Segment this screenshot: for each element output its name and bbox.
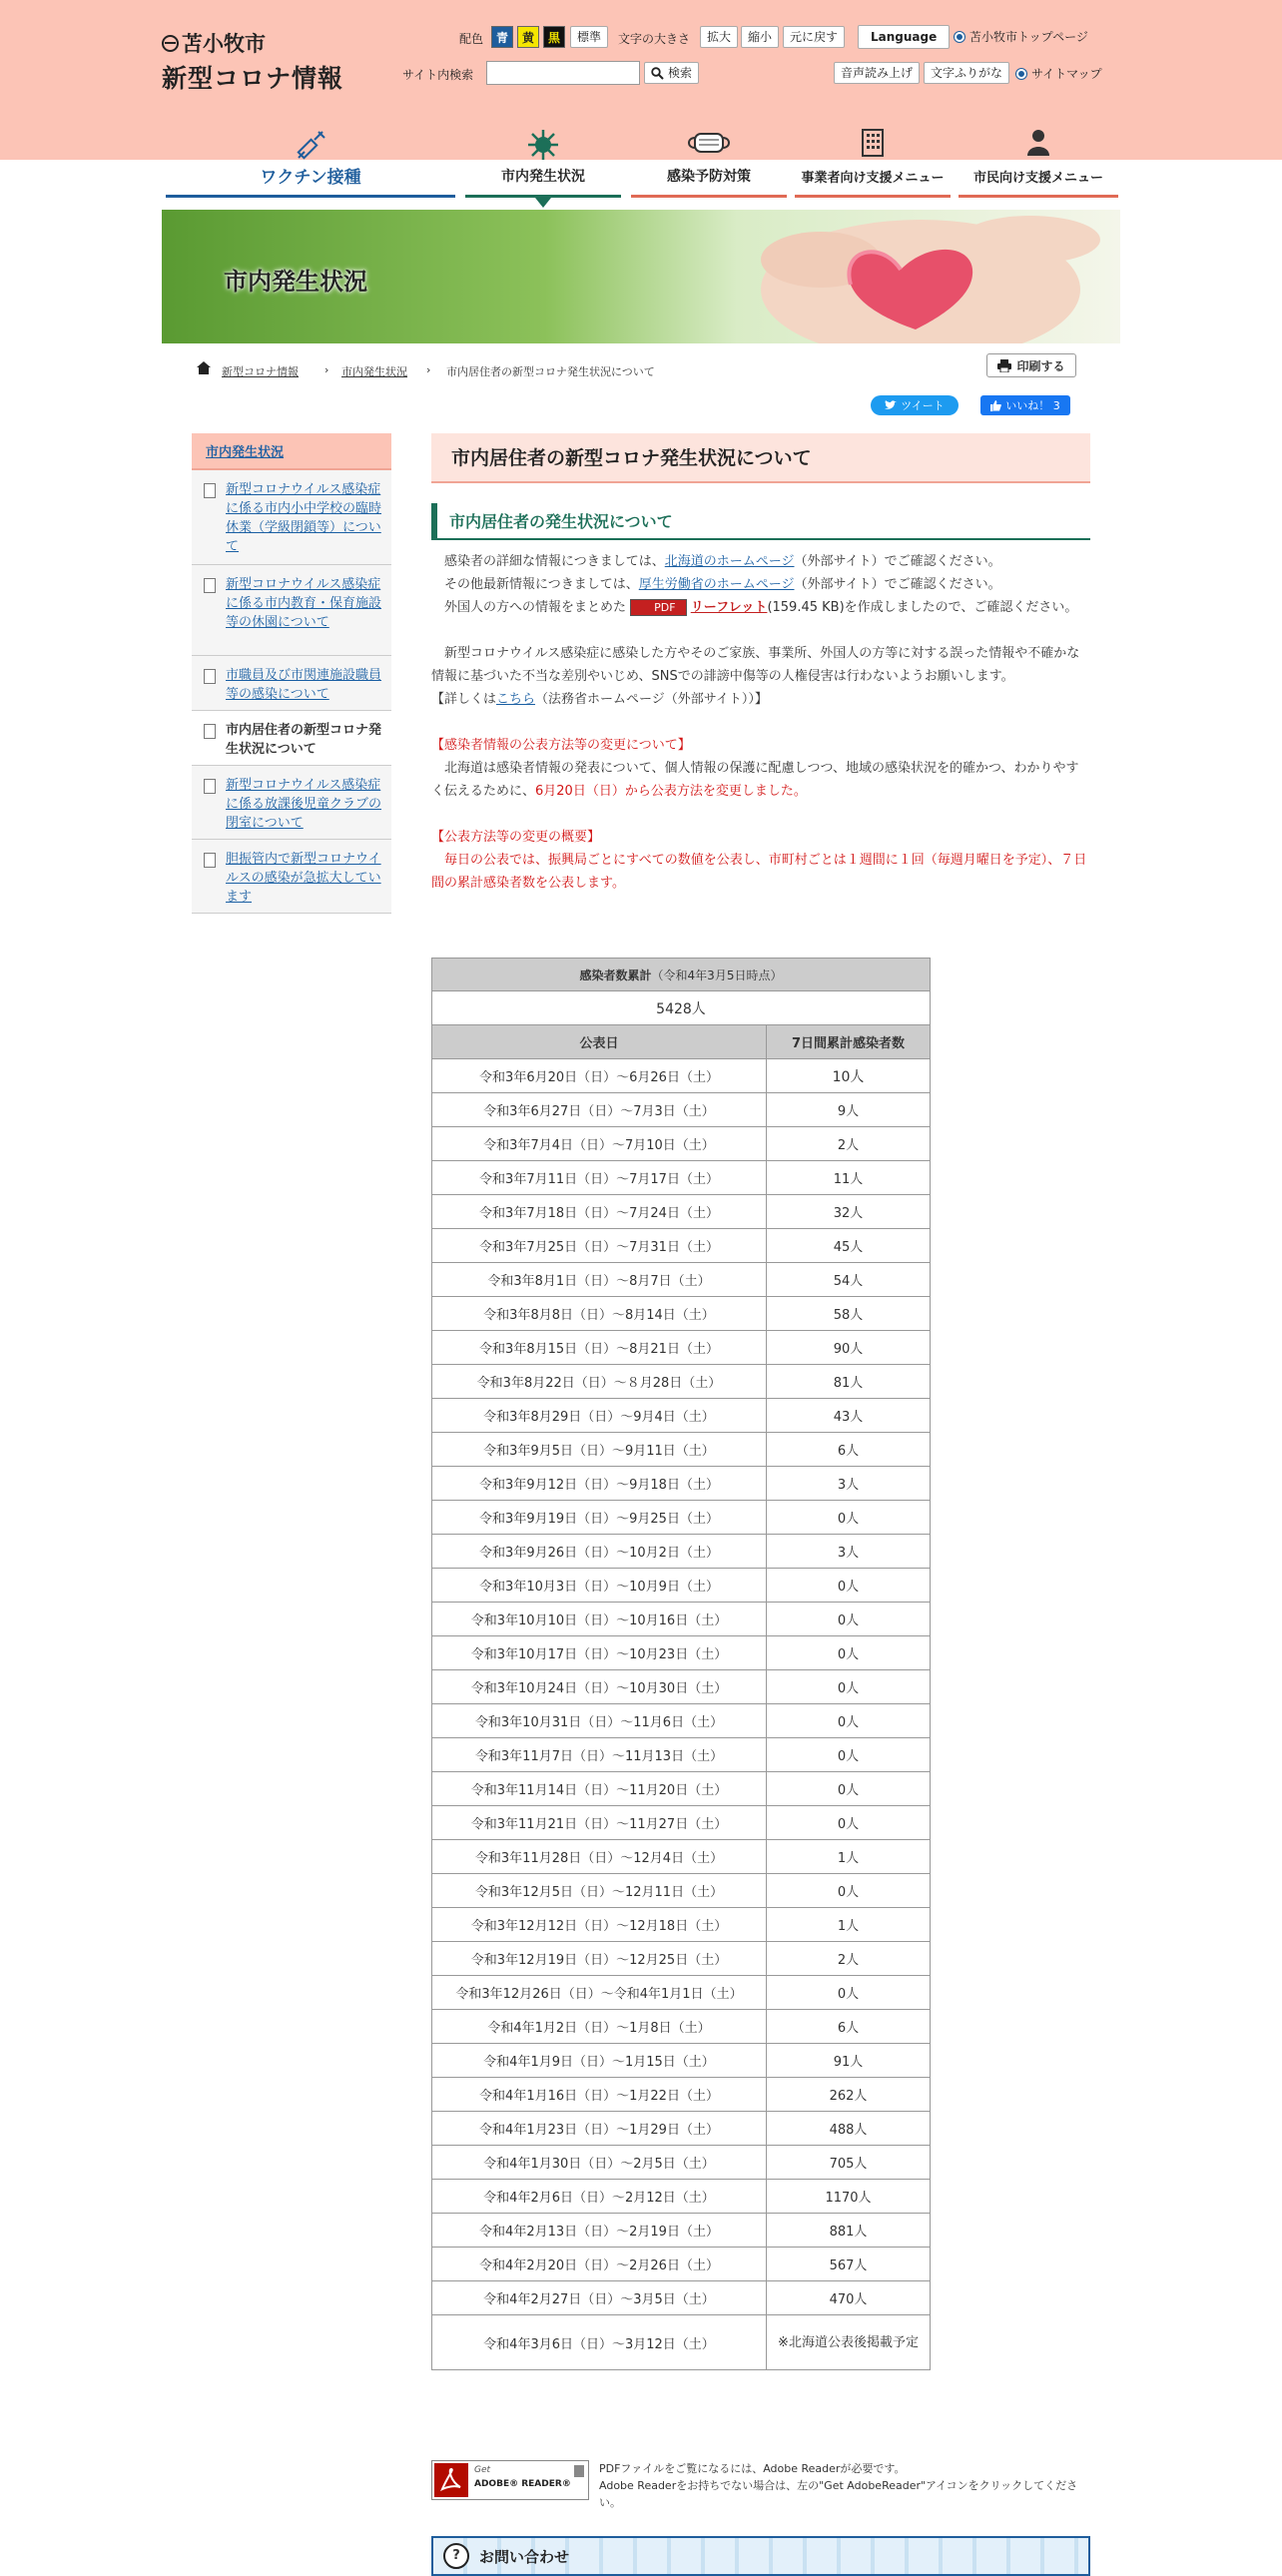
sidebar-item-label: 市内居住者の新型コロナ発生状況について [226, 723, 382, 757]
paragraph-discrimination: 新型コロナウイルス感染症に感染した方やそのご家族、事業所、外国人の方等に対する誤った情報や不確かな情報に基づいた不当な差別やいじめ、SNSでの誹謗中傷等の人権侵害は行わないようお願いします。 [431, 646, 1080, 684]
nav-vaccine[interactable]: ワクチン接種 [166, 118, 455, 198]
row-date: 令和3年12月5日（日）～12月11日（土） [432, 1874, 767, 1908]
active-indicator-icon [535, 198, 551, 208]
table-row [432, 1331, 931, 1365]
table-row [432, 2010, 931, 2044]
row-count: 10人 [767, 1059, 931, 1093]
row-count: 43人 [767, 1399, 931, 1433]
table-row [432, 2214, 931, 2248]
row-date: 令和4年1月16日（日）～1月22日（土） [432, 2078, 767, 2112]
search-button[interactable]: 検索 [644, 62, 699, 84]
nav-prevention[interactable]: 感染予防対策 [631, 118, 787, 198]
row-date: 令和3年7月11日（日）～7月17日（土） [432, 1161, 767, 1195]
sidebar-item-link[interactable]: 新型コロナウイルス感染症に係る市内小中学校の臨時休業（学級閉鎖等）について [226, 482, 382, 554]
row-date: 令和4年2月13日（日）～2月19日（土） [432, 2214, 767, 2248]
row-count: ※北海道公表後掲載予定 [767, 2315, 931, 2370]
color-scheme-label: 配色 [459, 32, 484, 46]
table-row [432, 1738, 931, 1772]
row-date: 令和3年10月10日（日）～10月16日（土） [432, 1603, 767, 1636]
table-row [432, 1942, 931, 1976]
row-count: 1人 [767, 1840, 931, 1874]
color-blue-button[interactable]: 青 [491, 26, 513, 48]
row-count: 0人 [767, 1501, 931, 1535]
table-row [432, 1297, 931, 1331]
color-standard-button[interactable]: 標準 [570, 26, 608, 48]
language-button[interactable]: Language [858, 25, 950, 49]
row-count: 0人 [767, 1738, 931, 1772]
paragraph-leaflet: 外国人の方への情報をまとめた PDF リーフレット(159.45 KB)を作成しましたので、ご確認ください。 [444, 600, 1078, 615]
paragraph-details: 【詳しくはこちら（法務省ホームページ（外部サイト））】 [431, 692, 768, 707]
row-date: 令和3年12月12日（日）～12月18日（土） [432, 1908, 767, 1942]
table-row [432, 1399, 931, 1433]
nav-status[interactable]: 市内発生状況 [465, 118, 621, 198]
row-count: 0人 [767, 1976, 931, 2010]
mhlw-link[interactable]: 厚生労働省のホームページ [638, 577, 795, 592]
nav-underline [631, 195, 787, 198]
row-count: 705人 [767, 2146, 931, 2180]
download-icon [574, 2465, 584, 2477]
row-date: 令和3年12月19日（日）～12月25日（土） [432, 1942, 767, 1976]
document-icon [204, 483, 216, 498]
adobe-notice [599, 2460, 1088, 2511]
speech-button[interactable]: 音声読み上げ [834, 62, 920, 84]
thumbs-up-icon [990, 400, 1001, 411]
search-icon [651, 67, 664, 80]
person-icon [1025, 128, 1051, 158]
page-title: 市内居住者の新型コロナ発生状況について [431, 433, 1090, 483]
bullet-icon [955, 32, 964, 42]
row-count: 11人 [767, 1161, 931, 1195]
printer-icon [997, 359, 1011, 372]
row-date: 令和3年9月5日（日）～9月11日（土） [432, 1433, 767, 1467]
row-date: 令和3年11月7日（日）～11月13日（土） [432, 1738, 767, 1772]
row-count: 2人 [767, 1942, 931, 1976]
twitter-icon [885, 400, 897, 410]
row-date: 令和3年10月17日（日）～10月23日（土） [432, 1636, 767, 1670]
row-date: 令和3年7月25日（日）～7月31日（土） [432, 1229, 767, 1263]
row-count: 1170人 [767, 2180, 931, 2214]
row-count: 54人 [767, 1263, 931, 1297]
row-date: 令和4年1月30日（日）～2月5日（土） [432, 2146, 767, 2180]
furigana-button[interactable]: 文字ふりがな [924, 62, 1009, 84]
table-row [432, 1365, 931, 1399]
row-count: 3人 [767, 1467, 931, 1501]
row-count: 0人 [767, 1874, 931, 1908]
paragraph-method-change: 北海道は感染者情報の発表について、個人情報の保護に配慮しつつ、地域の感染状況を的確かつ、わかりやすく伝えるために、6月20日（日）から公表方法を変更しました。 [431, 761, 1079, 799]
row-date: 令和4年2月6日（日）～2月12日（土） [432, 2180, 767, 2214]
row-date: 令和4年2月20日（日）～2月26日（土） [432, 2248, 767, 2281]
document-icon [204, 853, 216, 868]
row-count: 0人 [767, 1636, 931, 1670]
leaflet-link[interactable]: リーフレット [690, 600, 768, 615]
logo-city: 苫小牧市 [182, 32, 266, 56]
notice-heading: 【感染者情報の公表方法等の変更について】 [431, 738, 691, 753]
adobe-name: ADOBE® READER® [474, 2479, 571, 2489]
row-date: 令和3年11月14日（日）～11月20日（土） [432, 1772, 767, 1806]
sidebar-item-link[interactable]: 新型コロナウイルス感染症に係る放課後児童クラブの閉室について [226, 778, 382, 831]
search-label: サイト内検索 [402, 68, 474, 82]
row-date: 令和3年11月21日（日）～11月27日（土） [432, 1806, 767, 1840]
row-count: 0人 [767, 1704, 931, 1738]
row-count: 45人 [767, 1229, 931, 1263]
paragraph-hokkaido: 感染者の詳細な情報につきましては、北海道のホームページ（外部サイト）でご確認ください。 [444, 554, 1001, 569]
moj-link[interactable]: こちら [496, 692, 536, 707]
row-count: 262人 [767, 2078, 931, 2112]
row-date: 令和3年12月26日（日）～令和4年1月1日（土） [432, 1976, 767, 2010]
row-date: 令和3年8月8日（日）～8月14日（土） [432, 1297, 767, 1331]
sidebar-heading[interactable] [192, 433, 391, 470]
syringe-icon [293, 128, 328, 164]
table-row [432, 1976, 931, 2010]
sidebar-item-school-closure[interactable] [192, 470, 391, 565]
table-row [432, 1569, 931, 1603]
tweet-button[interactable]: ツイート [871, 395, 959, 415]
hokkaido-link[interactable]: 北海道のホームページ [664, 554, 795, 569]
row-count: 881人 [767, 2214, 931, 2248]
hero-banner [162, 210, 1120, 343]
table-row [432, 2180, 931, 2214]
row-count: 470人 [767, 2281, 931, 2315]
table-row [432, 1161, 931, 1195]
table-row [432, 2315, 931, 2370]
table-row [432, 1467, 931, 1501]
table-total-value: 5428人 [432, 991, 931, 1025]
table-row [432, 1772, 931, 1806]
document-icon [204, 724, 216, 739]
banner-title: 市内発生状況 [224, 268, 367, 296]
table-row [432, 1840, 931, 1874]
table-row [432, 1501, 931, 1535]
row-date: 令和3年7月4日（日）～7月10日（土） [432, 1127, 767, 1161]
get-adobe-reader-link[interactable] [431, 2460, 589, 2500]
table-row [432, 2248, 931, 2281]
sidebar-item-link[interactable]: 市職員及び市関連施設職員等の感染について [226, 668, 382, 702]
nav-underline [795, 195, 951, 198]
table-row [432, 1059, 931, 1093]
table-col-date: 公表日 [432, 1025, 767, 1059]
color-yellow-button[interactable]: 黄 [517, 26, 539, 48]
city-emblem-icon [162, 35, 179, 52]
table-row [432, 1874, 931, 1908]
row-count: 0人 [767, 1569, 931, 1603]
row-date: 令和3年10月24日（日）～10月30日（土） [432, 1670, 767, 1704]
hands-heart-illustration [701, 210, 1120, 343]
document-icon [204, 779, 216, 794]
table-row [432, 1704, 931, 1738]
building-icon [860, 128, 886, 158]
paragraph-summary: 毎日の公表では、振興局ごとにすべての数値を公表し、市町村ごとは１週間に１回（毎週月曜日を予定）、７日間の累計感染者数を公表します。 [431, 853, 1087, 891]
row-count: 9人 [767, 1093, 931, 1127]
sidebar-nav [192, 433, 391, 914]
table-row [432, 2112, 931, 2146]
nav-business[interactable]: 事業者向け支援メニュー [795, 118, 951, 198]
adobe-line2: Adobe Readerをお持ちでない場合は、左の"Get AdobeReader"アイコンをクリックしてください。 [599, 2479, 1078, 2509]
row-count: 81人 [767, 1365, 931, 1399]
breadcrumb-current: 市内居住者の新型コロナ発生状況について [446, 365, 655, 378]
row-count: 6人 [767, 1433, 931, 1467]
row-date: 令和3年7月18日（日）～7月24日（土） [432, 1195, 767, 1229]
row-date: 令和3年9月12日（日）～9月18日（土） [432, 1467, 767, 1501]
row-date: 令和3年11月28日（日）～12月4日（土） [432, 1840, 767, 1874]
search-input[interactable] [486, 61, 640, 85]
row-date: 令和4年1月23日（日）～1月29日（土） [432, 2112, 767, 2146]
row-date: 令和3年8月1日（日）～8月7日（土） [432, 1263, 767, 1297]
table-row [432, 1535, 931, 1569]
row-date: 令和3年9月19日（日）～9月25日（土） [432, 1501, 767, 1535]
contact-title: お問い合わせ [479, 2547, 570, 2566]
row-count: 58人 [767, 1297, 931, 1331]
pdf-badge: PDF [630, 599, 686, 616]
table-row [432, 1908, 931, 1942]
question-icon: ? [443, 2543, 469, 2569]
virus-icon [526, 128, 560, 162]
breadcrumb-home[interactable]: 新型コロナ情報 [222, 365, 299, 378]
table-row [432, 1229, 931, 1263]
row-count: 1人 [767, 1908, 931, 1942]
logo-title: 新型コロナ情報 [162, 64, 344, 93]
adobe-get: Get [474, 2465, 491, 2475]
row-date: 令和3年6月20日（日）～6月26日（土） [432, 1059, 767, 1093]
adobe-logo-icon [434, 2463, 468, 2497]
row-date: 令和4年1月9日（日）～1月15日（土） [432, 2044, 767, 2078]
document-icon [204, 669, 216, 684]
row-count: 91人 [767, 2044, 931, 2078]
row-count: 2人 [767, 1127, 931, 1161]
breadcrumb-separator-icon: › [324, 363, 329, 376]
bullet-icon [1016, 69, 1026, 79]
font-reset-button[interactable]: 元に戻す [783, 26, 845, 48]
document-icon [204, 578, 216, 593]
site-logo[interactable] [162, 28, 343, 95]
infection-table [431, 958, 931, 2370]
table-row [432, 1263, 931, 1297]
row-date: 令和4年1月2日（日）～1月8日（土） [432, 2010, 767, 2044]
table-row [432, 1127, 931, 1161]
row-count: 3人 [767, 1535, 931, 1569]
table-row [432, 2146, 931, 2180]
table-row [432, 2078, 931, 2112]
paragraph-mhlw: その他最新情報につきましては、厚生労働省のホームページ（外部サイト）でご確認ください。 [444, 577, 1001, 592]
contact-section [431, 2536, 1090, 2576]
row-date: 令和3年8月15日（日）～8月21日（土） [432, 1331, 767, 1365]
nav-underline [166, 195, 455, 198]
row-date: 令和3年9月26日（日）～10月2日（土） [432, 1535, 767, 1569]
sidebar-heading-link[interactable]: 市内発生状況 [206, 445, 285, 460]
sidebar-item-link[interactable]: 胆振管内で新型コロナウイルスの感染が急拡大しています [226, 852, 381, 905]
like-button[interactable]: いいね！ 3 [980, 395, 1070, 415]
table-total-header: 感染者数累計（令和4年3月5日時点） [432, 959, 931, 991]
section-heading: 市内居住者の発生状況について [431, 503, 1090, 540]
font-enlarge-button[interactable]: 拡大 [700, 26, 738, 48]
table-row [432, 1603, 931, 1636]
print-button[interactable]: 印刷する [986, 353, 1076, 377]
row-date: 令和3年6月27日（日）～7月3日（土） [432, 1093, 767, 1127]
row-count: 6人 [767, 2010, 931, 2044]
row-date: 令和3年10月3日（日）～10月9日（土） [432, 1569, 767, 1603]
row-count: 32人 [767, 1195, 931, 1229]
sitemap-link[interactable]: サイトマップ [1016, 65, 1102, 82]
adobe-line1: PDFファイルをご覧になるには、Adobe Readerが必要です。 [599, 2462, 906, 2475]
table-col-count: 7日間累計感染者数 [767, 1025, 931, 1059]
mask-icon [685, 128, 733, 158]
main-content [431, 433, 1090, 2370]
sidebar-item-afterschool-closure[interactable] [192, 766, 391, 840]
sidebar-item-link[interactable]: 新型コロナウイルス感染症に係る市内教育・保育施設等の休園について [226, 577, 382, 630]
breadcrumb-separator-icon: › [426, 363, 431, 376]
row-date: 令和3年10月31日（日）～11月6日（土） [432, 1704, 767, 1738]
row-date: 令和4年2月27日（日）～3月5日（土） [432, 2281, 767, 2315]
row-count: 90人 [767, 1331, 931, 1365]
font-size-label: 文字の大きさ [618, 32, 691, 46]
sidebar-item-iburi-alert[interactable] [192, 840, 391, 914]
row-date: 令和3年8月29日（日）～9月4日（土） [432, 1399, 767, 1433]
row-count: 0人 [767, 1670, 931, 1704]
row-count: 0人 [767, 1603, 931, 1636]
table-row [432, 1093, 931, 1127]
table-row [432, 1195, 931, 1229]
sidebar-item-staff-infection[interactable] [192, 656, 391, 711]
sidebar-item-current [192, 711, 391, 766]
table-row [432, 1636, 931, 1670]
row-count: 488人 [767, 2112, 931, 2146]
row-count: 0人 [767, 1806, 931, 1840]
row-date: 令和4年3月6日（日）～3月12日（土） [432, 2315, 767, 2370]
table-row [432, 1433, 931, 1467]
home-icon [197, 361, 211, 374]
font-shrink-button[interactable]: 縮小 [741, 26, 779, 48]
summary-heading: 【公表方法等の変更の概要】 [431, 830, 601, 845]
table-row [432, 1670, 931, 1704]
breadcrumb-parent[interactable]: 市内発生状況 [341, 365, 407, 378]
sidebar-item-nursery-closure[interactable] [192, 565, 391, 656]
row-count: 567人 [767, 2248, 931, 2281]
table-row [432, 1806, 931, 1840]
nav-citizen[interactable]: 市民向け支援メニュー [959, 118, 1118, 198]
table-row [432, 2281, 931, 2315]
top-page-link[interactable]: 苫小牧市トップページ [955, 28, 1088, 45]
nav-underline [959, 195, 1118, 198]
table-row [432, 2044, 931, 2078]
row-date: 令和3年8月22日（日）～８月28日（土） [432, 1365, 767, 1399]
row-count: 0人 [767, 1772, 931, 1806]
color-black-button[interactable]: 黒 [543, 26, 565, 48]
